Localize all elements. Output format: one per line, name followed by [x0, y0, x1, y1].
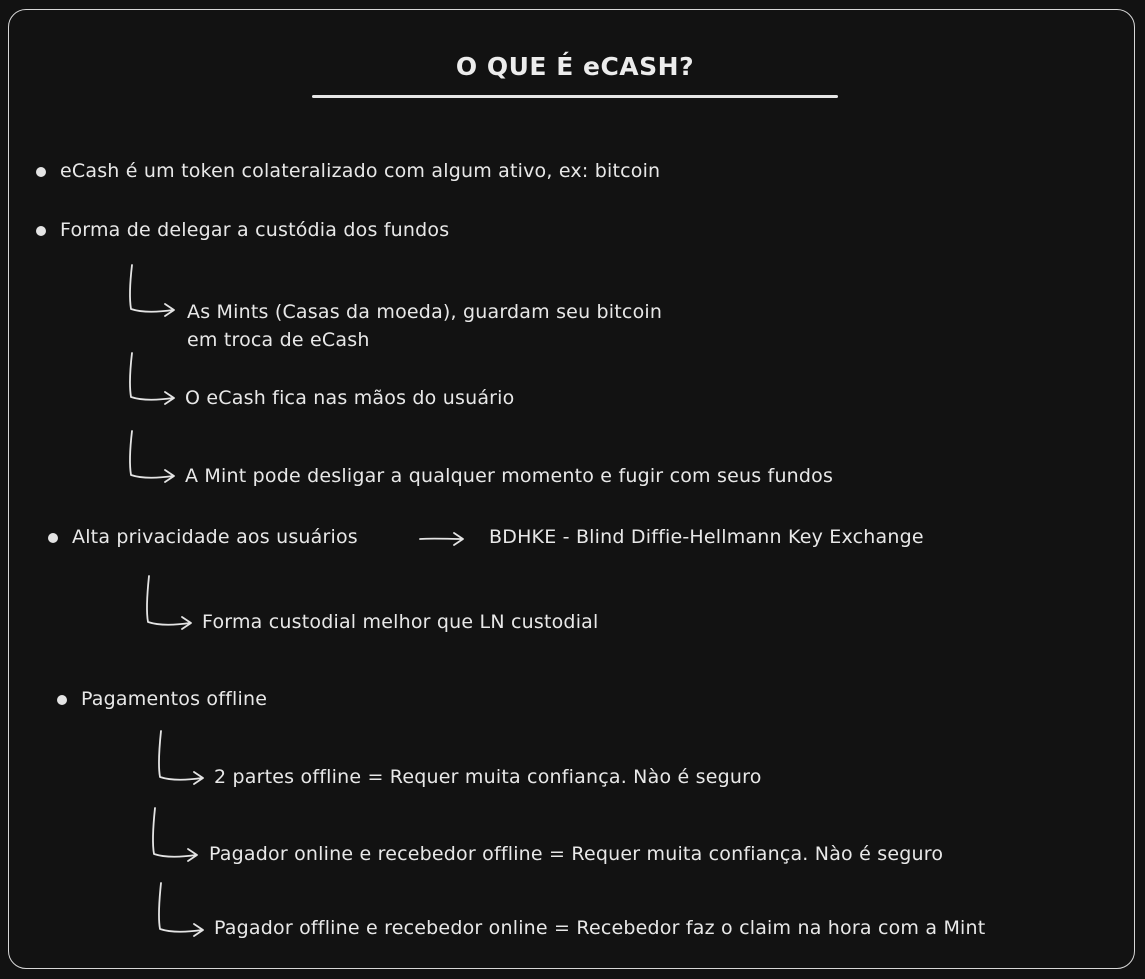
sub-ecash-usuario: O eCash fica nas mãos do usuário [185, 387, 515, 409]
sub-mints-line2: em troca de eCash [187, 329, 370, 351]
elbow-arrow-icon [125, 428, 185, 488]
sub-2-partes-offline: 2 partes offline = Requer muita confiança. Nào é seguro [214, 766, 762, 788]
page-title: O QUE É eCASH? [455, 52, 695, 81]
bullet-ecash-token: eCash é um token colateralizado com algum ativo, ex: bitcoin [60, 160, 661, 182]
title-underline [312, 95, 838, 98]
sub-pagador-online: Pagador online e recebedor offline = Requer muita confiança. Nào é seguro [209, 843, 944, 865]
elbow-arrow-icon [125, 350, 185, 410]
bullet-delegar-custodia: Forma de delegar a custódia dos fundos [60, 219, 450, 241]
bdhke-label: BDHKE - Blind Diffie-Hellmann Key Exchange [489, 526, 924, 548]
elbow-arrow-icon [148, 805, 208, 867]
bullet-alta-privacidade: Alta privacidade aos usuários [72, 526, 358, 548]
bullet-dot [57, 695, 67, 705]
bullet-dot [36, 226, 46, 236]
sub-pagador-offline: Pagador offline e recebedor online = Recebedor faz o claim na hora com a Mint [214, 917, 986, 939]
bullet-dot [36, 167, 46, 177]
right-arrow-icon [418, 529, 468, 549]
sub-mint-desligar: A Mint pode desligar a qualquer momento e fugir com seus fundos [185, 465, 834, 487]
sub-mints-line1: As Mints (Casas da moeda), guardam seu bitcoin [187, 301, 663, 323]
elbow-arrow-icon [154, 728, 214, 790]
elbow-arrow-icon [142, 573, 202, 635]
elbow-arrow-icon [154, 880, 214, 942]
bullet-dot [48, 533, 58, 543]
sub-forma-custodial: Forma custodial melhor que LN custodial [202, 611, 599, 633]
bullet-pagamentos-offline: Pagamentos offline [81, 688, 268, 710]
elbow-arrow-icon [125, 262, 185, 322]
